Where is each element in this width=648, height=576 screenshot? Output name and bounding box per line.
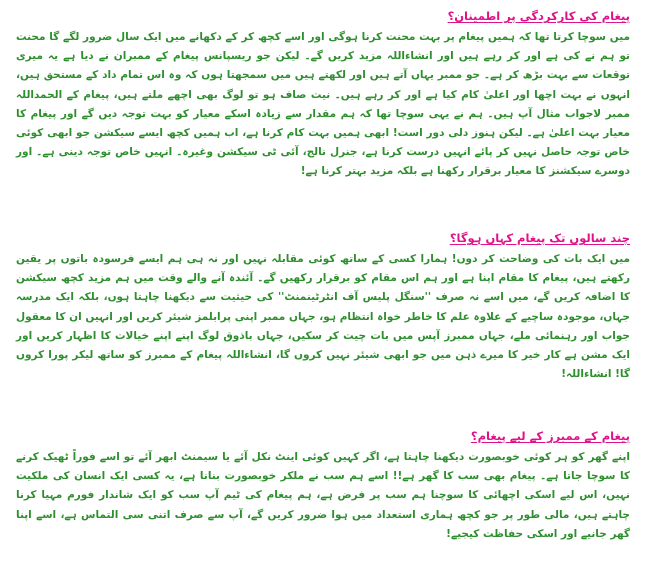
section-paragraph: میں ایک بات کی وضاحت کر دوں! ہمارا کسی کے ساتھ کوئی مقابلہ نہیں اور نہ ہی ہم ایسے فرسودہ باتوں پر یقین رکھتے ہیں، پیغام کا مقام اپنا ہے اور ہم اس مقام کو برقرار رکھیں گے۔ آئندہ آنے والے وقت میں ہم مزید کچھ سیکشن کا اضافہ کریں گے، میں اسے نہ صرف ''سنگل پلیس آف انٹرٹینمنٹ'' کی حیثیت سے دیکھنا چاہتا ہوں، بلکہ ایک مدرسہ جہاں، موجودہ ساچیے کے علاوہ علم کا خاطر خواہ انتظام ہو، جہاں ممبر اپنی پرابلمز شیئر کریں اور انہیں ان کا معقول جواب اور رہنمائی ملے، جہاں ممبرز آپس میں بات چیت کر سکیں، جہاں باذوق لوگ اپنے اپنے خیالات کا اظہار کریں اور ایک مشن ہے کار خیر کا میرے ذہن میں جو ابھی شیئر نہیں کروں گا، انشاءاللہ پیغام کے ممبرز کو ساتھ لیکر پورا کروں گا! انشاءاللہ! bbox=[16, 253, 630, 381]
section-future bbox=[16, 230, 630, 428]
section-heading: پیغام کی کارکردگی پر اطمینان؟ bbox=[447, 9, 630, 23]
section-message bbox=[16, 428, 630, 568]
section-paragraph: میں سوچا کرتا تھا کہ ہمیں پیغام پر بہت محنت کرنا ہوگی اور اسے کچھ کر کے دکھانے میں ایک سال ضرور لگے گا محنت تو ہم نے کی ہے اور کر رہے ہیں اور انشاءاللہ مزید کریں گے۔ لیکن جو ریسپانس پیغام کے ممبران نے دیا ہے یہ میری توقعات سے بہت بڑھ کر ہے۔ جو ممبر یہاں آتے ہیں اور لکھتے ہیں میں سمجھتا ہوں کہ وہ اس تمام داد کے مستحق ہیں، انہوں نے بہت اچھا اور اعلیٰ کام کیا ہے اور کر رہے ہیں۔ نیت صاف ہو تو لوگ بھی اچھے ملتے ہیں، پیغام کے الحمداللہ ممبر لاجواب مثال آپ ہیں۔ ہم نے یہی سوچا تھا کہ ہم مقدار سے زیادہ اسکے معیار کو بہت توجہ دیں گے اور پیغام کا معیار بہت اعلیٰ ہے۔ لیکن ہنوز دلی دور است! ابھی ہمیں بہت کام کرنا ہے، اب ہمیں کچھ ایسے سیکشن جو ابھی کوئی خاص توجہ حاصل نہیں کر پائے انہیں درست کرنا ہے، جنرل نالج، آئی ٹی سیکشن وغیرہ۔ انہیں خاص توجہ دینی ہے۔ اور دوسرے سیکشنز کا معیار برقرار رکھنا ہے بلکہ مزید بہتر کرنا ہے! bbox=[16, 31, 631, 178]
section-satisfaction bbox=[16, 8, 630, 230]
section-heading: پیغام کے ممبرز کے لیے پیغام؟ bbox=[470, 429, 630, 443]
section-heading: چند سالوں تک پیغام کہاں ہوگا؟ bbox=[449, 231, 630, 245]
section-paragraph: اپنے گھر کو ہر کوئی خوبصورت دیکھنا چاہتا ہے، اگر کہیں کوئی اینٹ نکل آئے یا سیمنٹ ابھر آئے تو اسے فوراً ٹھیک کرنے کا سوچا جاتا ہے۔ پیغام بھی سب کا گھر ہے!! اسے ہم سب نے ملکر خوبصورت بنانا ہے، یہ کسی ایک انسان کی ملکیت نہیں، اس لیے اسکی اچھائی کا سوچنا ہم سب پر فرض ہے، ہم پیغام کی ٹیم آپ سب کو ایک شاندار فورم مہیا کرنا چاہتے ہیں، مالی طور پر جو کچھ ہماری استعداد میں ہوا ضرور کریں گے، آپ سے صرف اتنی سی التماس ہے، اسے اپنا گھر جانیے اور اسکی حفاظت کیجیے! bbox=[16, 451, 630, 540]
